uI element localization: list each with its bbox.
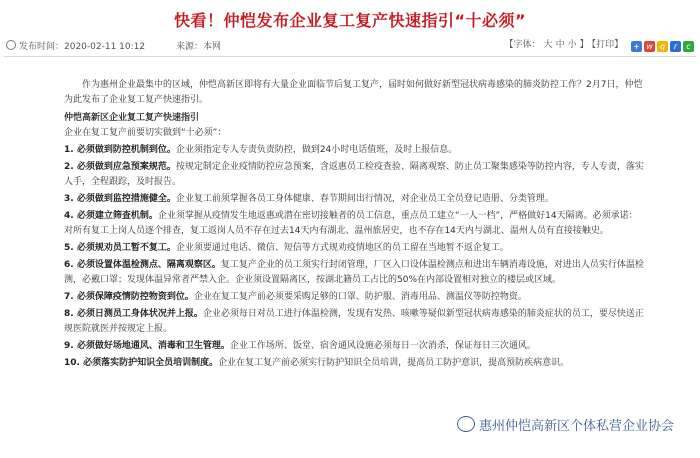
list-item <box>64 143 644 158</box>
share-wechat-icon[interactable]: c <box>683 41 694 52</box>
list-item-body: 企业须掌握从疫情发生地返惠或潜在密切接触者的员工信息，重点员工建立“一人一档”，严格做好14天隔离。必须承诺：对所有复工上岗人员逐个排查，复工返岗人员不存在过去14天内有湖北、温州旅居史，也不存在14天内与湖北、温州人员有直接接触史。 <box>64 211 638 236</box>
list-item-body: 企业在复工复产前必须实行防护知识全员培训，提高员工防护意识，提高预防疾病意识。 <box>218 358 570 368</box>
watermark <box>453 413 678 436</box>
list-item-head: 2. 必须做到应急预案规范。 <box>64 162 176 172</box>
list-item <box>64 241 644 256</box>
watermark-text: 惠州仲恺高新区个体私营企业协会 <box>478 419 674 434</box>
page-title: 快看！仲恺发布企业复工复产快速指引“十必须” <box>173 11 527 30</box>
list-item-head: 4. 必须建立筛查机制。 <box>64 211 158 221</box>
clock-icon <box>6 40 16 50</box>
list-item <box>64 160 644 190</box>
list-item-head: 6. 必须设置体温检测点、隔离观察区。 <box>64 260 221 270</box>
article-meta <box>0 36 700 54</box>
list-item <box>64 209 644 239</box>
font-small-button[interactable]: 小 <box>567 40 577 50</box>
share-qzone-icon[interactable]: q <box>657 41 668 52</box>
list-item-body: 企业在复工复产前必须要采购足够的口罩、防护服、消毒用品、测温仪等防控物资。 <box>193 292 527 302</box>
list-item-head: 3. 必须做到监控措施健全。 <box>64 194 176 204</box>
list-item-head: 1. 必须做到防控机制到位。 <box>64 145 176 155</box>
rules-list <box>64 143 644 371</box>
list-item-head: 5. 必须规劝员工暂不复工。 <box>64 243 176 253</box>
list-item <box>64 356 644 371</box>
section-lead: 企业在复工复产前要切实做到“十必须”： <box>64 128 227 138</box>
list-item-head: 10. 必须落实防护知识全员培训制度。 <box>64 358 219 368</box>
list-item-body: 复工复产企业的员工须实行封闭管理，厂区入口设体温检测点和进出车辆消毒设施，对进出人员实行体温检测，必戴口罩；发现体温异常者严禁入企。企业须设置隔离区，按湖北籍员工占比的50%在内部设置相对独立的楼层或区域。 <box>64 260 644 285</box>
list-item-body: 企业须指定专人专责负责防控，做到24小时电话值班，及时上报信息。 <box>175 145 458 155</box>
meta-right <box>505 37 694 52</box>
share-renren-icon[interactable]: r <box>670 41 681 52</box>
list-item-head: 7. 必须保障疫情防控物资到位。 <box>64 292 194 302</box>
publish-time-text: 发布时间：2020-02-11 10:12 <box>19 42 146 52</box>
list-item-head: 9. 必须做好场地通风、消毒和卫生管理。 <box>64 341 230 351</box>
wechat-logo-icon <box>457 416 475 432</box>
list-item <box>64 339 644 354</box>
header-divider <box>4 56 696 57</box>
list-item-body: 企业复工前须掌握各员工身体健康、春节期间出行情况，对企业员工全员登记造册、分类管理。 <box>175 194 554 204</box>
list-item <box>64 290 644 305</box>
list-item <box>64 192 644 207</box>
list-item <box>64 258 644 288</box>
list-item <box>64 307 644 337</box>
list-item-head: 8. 必须日测员工身体状况并上报。 <box>64 309 203 319</box>
font-large-button[interactable]: 大 <box>543 40 553 50</box>
font-size-label: 【字体： <box>504 40 541 50</box>
meta-left <box>6 39 235 52</box>
article-intro: 作为惠州企业最集中的区域，仲恺高新区即将有大量企业面临节后复工复产，届时如何做好新型冠状病毒感染的肺炎防控工作？2月7日，仲恺为此发布了企业复工复产快速指引。 <box>64 80 643 105</box>
section-title: 仲恺高新区企业复工复产快速指引 <box>64 113 200 123</box>
publish-time <box>6 42 159 52</box>
print-button[interactable]: 【打印】 <box>591 40 624 50</box>
list-item-body: 按规定制定企业疫情防控应急预案，含返惠员工检疫查验、隔离观察、防止员工聚集感染等防控内容，专人专责，落实人手，全程跟踪，及时报告。 <box>64 162 644 187</box>
list-item-body: 企业工作场所、饭堂、宿舍通风设施必须每日一次消杀，保证每日三次通风。 <box>229 341 536 351</box>
source-label: 来源：本网 <box>175 42 221 52</box>
share-plus-icon[interactable]: + <box>631 41 642 52</box>
list-item-body: 企业必须每日对员工进行体温检测，发现有发热、咳嗽等疑似新型冠状病毒感染的肺炎症状的员工，要尽快送正规医院就医并按规定上报。 <box>64 309 644 334</box>
font-medium-button[interactable]: 中 <box>555 40 565 50</box>
article-body <box>64 78 644 371</box>
share-weibo-icon[interactable]: w <box>644 41 655 52</box>
font-size-close: 】 <box>579 40 589 50</box>
list-item-body: 企业须要通过电话、微信、短信等方式规劝疫情地区的员工留在当地暂不返企复工。 <box>175 243 509 253</box>
